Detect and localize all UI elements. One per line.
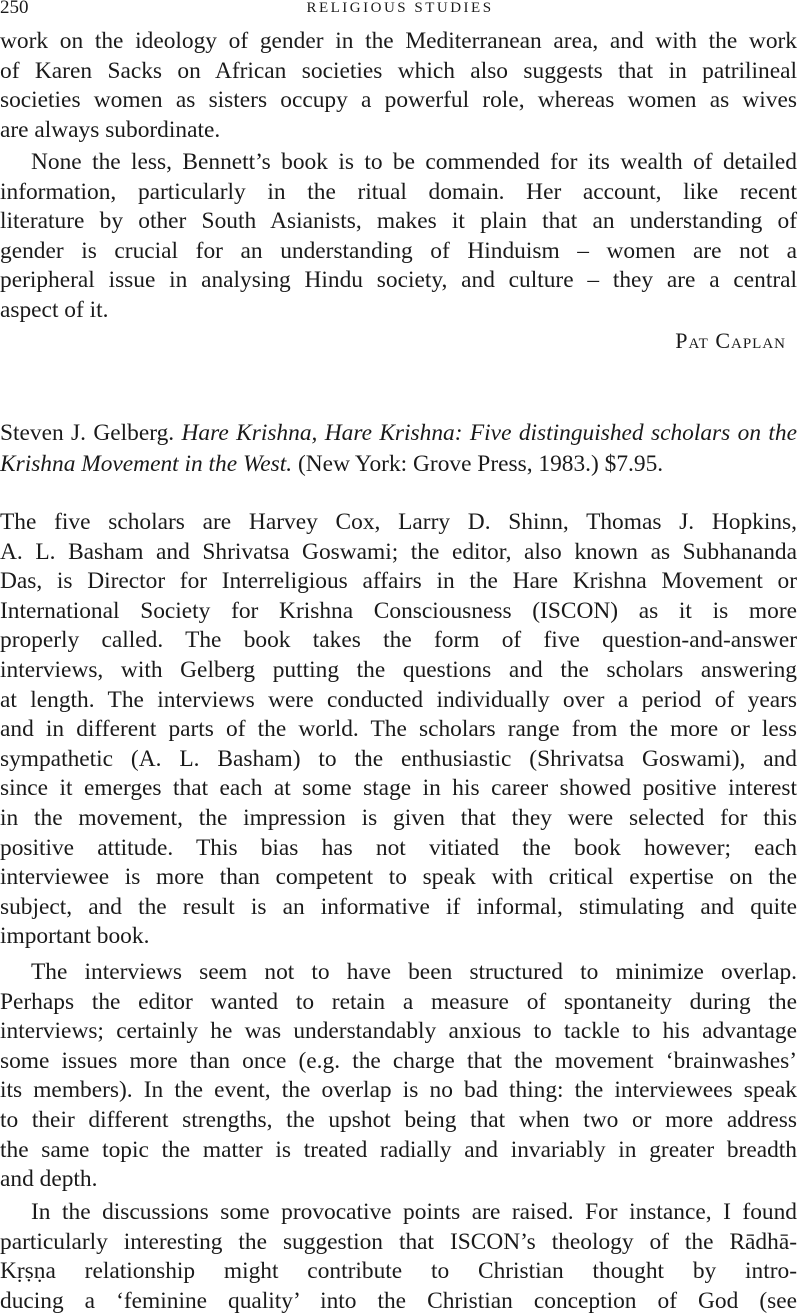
- text-line: Das, is Director for Interreligious affairs in the Hare Krishna Movement or: [0, 568, 797, 595]
- reviewer-signature: Pat Caplan: [675, 328, 786, 353]
- text-line: peripheral issue in analysing Hindu society, and culture – they are a central: [0, 267, 797, 294]
- text-line: None the less, Bennett’s book is to be commended for its wealth of detailed: [31, 149, 797, 175]
- text-line: properly called. The book takes the form of five question-and-answer: [0, 627, 797, 654]
- text-line: interviews; certainly he was understandably anxious to tackle to his advantage: [0, 1018, 797, 1045]
- book-reference-line-2: [0, 449, 797, 480]
- text-line: and in different parts of the world. The scholars range from the more or less: [0, 716, 797, 743]
- text-line: In the discussions some provocative points are raised. For instance, I found: [31, 1199, 797, 1225]
- book-reference: [0, 418, 797, 480]
- text-line: of Karen Sacks on African societies which also suggests that in patrilineal: [0, 57, 797, 84]
- review1-paragraph-2: [0, 148, 797, 326]
- text-line: and depth.: [0, 1166, 98, 1193]
- text-line: The interviews seem not to have been structured to minimize overlap.: [31, 959, 797, 985]
- book-reference-line-1: [0, 418, 797, 449]
- text-line: the same topic the matter is treated radially and invariably in greater breadth: [0, 1136, 797, 1163]
- review1-paragraph-1: [0, 27, 797, 145]
- text-line: ducing a ‘feminine quality’ into the Christian conception of God (see: [0, 1287, 797, 1314]
- text-line: its members). In the event, the overlap is no bad thing: the interviewees speak: [0, 1077, 797, 1104]
- text-line: aspect of it.: [0, 296, 109, 323]
- text-line: are always subordinate.: [0, 116, 221, 143]
- text-line: Kṛṣṇa relationship might contribute to Christian thought by intro-: [0, 1258, 797, 1285]
- review2-paragraph-1: [0, 508, 797, 952]
- book-publication: (New York: Grove Press, 1983.) $7.95.: [298, 451, 664, 477]
- text-line: gender is crucial for an understanding of Hinduism – women are not a: [0, 237, 797, 264]
- text-line: sympathetic (A. L. Basham) to the enthusiastic (Shrivatsa Goswami), and: [0, 745, 797, 772]
- text-line: some issues more than once (e.g. the charge that the movement ‘brainwashes’: [0, 1047, 797, 1074]
- text-line: subject, and the result is an informative if informal, stimulating and quite: [0, 893, 797, 920]
- text-line: A. L. Basham and Shrivatsa Goswami; the editor, also known as Subhananda: [0, 538, 797, 565]
- running-head: RELIGIOUS STUDIES: [306, 0, 494, 16]
- text-line: work on the ideology of gender in the Mediterranean area, and with the work: [0, 28, 797, 54]
- text-line: interviews, with Gelberg putting the questions and the scholars answering: [0, 656, 797, 683]
- page-header: [0, 0, 800, 20]
- review2-paragraph-3: [0, 1198, 797, 1316]
- text-line: International Society for Krishna Consciousness (ISCON) as it is more: [0, 597, 797, 624]
- text-line: societies women as sisters occupy a powerful role, whereas women as wives: [0, 87, 797, 114]
- text-line: The five scholars are Harvey Cox, Larry D. Shinn, Thomas J. Hopkins,: [0, 509, 797, 535]
- text-line: positive attitude. This bias has not vitiated the book however; each: [0, 834, 797, 861]
- book-title-continued: Krishna Movement in the West.: [0, 451, 293, 477]
- text-line: important book.: [0, 923, 150, 950]
- text-line: particularly interesting the suggestion that ISCON’s theology of the Rādhā-: [0, 1228, 797, 1255]
- text-line: literature by other South Asianists, makes it plain that an understanding of: [0, 208, 797, 235]
- text-line: Perhaps the editor wanted to retain a measure of spontaneity during the: [0, 988, 797, 1015]
- text-line: interviewee is more than competent to speak with critical expertise on the: [0, 864, 797, 891]
- text-line: in the movement, the impression is given that they were selected for this: [0, 804, 797, 831]
- page-number: 250: [0, 0, 29, 18]
- book-title: Hare Krishna, Hare Krishna: Five distinguished scholars on the: [181, 420, 797, 446]
- book-author: Steven J. Gelberg.: [0, 420, 175, 446]
- review2-paragraph-2: [0, 958, 797, 1195]
- text-line: to their different strengths, the upshot being that when two or more address: [0, 1106, 797, 1133]
- text-line: at length. The interviews were conducted individually over a period of years: [0, 686, 797, 713]
- text-line: information, particularly in the ritual domain. Her account, like recent: [0, 178, 797, 205]
- text-line: since it emerges that each at some stage in his career showed positive interest: [0, 775, 797, 802]
